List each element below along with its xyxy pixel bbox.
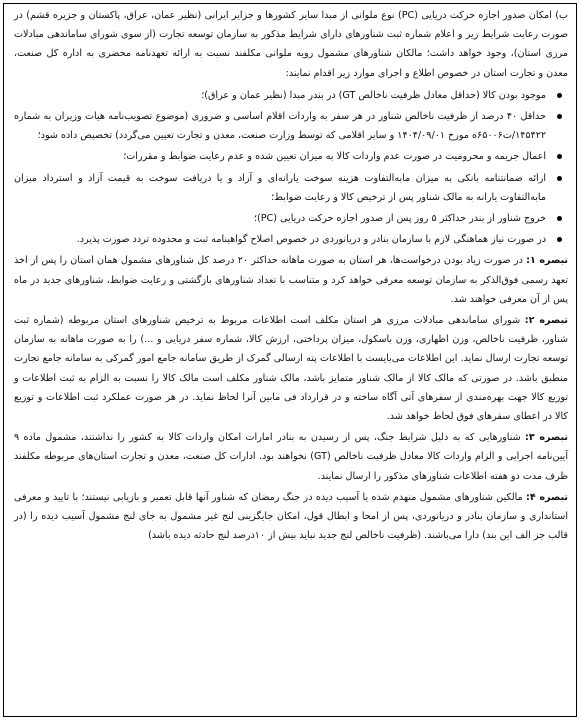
intro-paragraph: ب) امکان صدور اجازه حرکت دریایی (PC) نوع ملوانی از مبدا سایر کشورها و جزایر ایرانی (نظیر عمان، عراق، پاکستان و جزیره قشم) در صورت رعایت شرایط زیر و اعلام شماره ثبت شناورهای دارای شرایط مذکور به سازمان توسعه تجارت (از سوی شورای ساماندهی مبادلات مرزی استان)، وجود خواهد داشت؛ مالکان شناورهای مشمول رویه ملوانی مکلفند نسبت به ارائه تعهدنامه محضری به اداره کل صنعت، معدن و تجارت استان در خصوص اطلاع و اجرای موارد زیر اقدام نمایند: bbox=[14, 10, 569, 79]
list-item: ارائه ضمانتنامه بانکی به میزان مابه‌التفاوت هزینه سوخت یارانه‌ای و آزاد و یا دریافت سوخت به قیمت آزاد و استرداد میزان مابه‌التفاوت یارانه به مالک شناور پس از ترخیص کالا و رعایت ضوابط؛ bbox=[14, 169, 546, 207]
note-text: شناورهایی که به دلیل شرایط جنگ، پس از رسیدن به بنادر امارات امکان واردات کالا به کشور را نداشتند، مشمول ماده ۹ آیین‌نامه اجرایی و الزام واردات کالا معادل ظرفیت ناخالص (GT) نخواهند بود. ادارات کل صنعت، معدن و تجارت استان‌های مربوطه مکلفند ظرف مدت دو هفته اطلاعات شناورهای مذکور را ارسال نمایند. bbox=[14, 432, 568, 482]
note-label: تبصره ۱: bbox=[526, 255, 568, 267]
conditions-list bbox=[14, 86, 568, 250]
note-label: تبصره ۴: bbox=[526, 491, 568, 503]
note-label: تبصره ۲: bbox=[524, 315, 568, 327]
note-label: تبصره ۳: bbox=[525, 432, 568, 444]
note-3 bbox=[14, 428, 568, 486]
note-text: شورای ساماندهی مبادلات مرزی هر استان مکلف است اطلاعات مربوط به ترخیص شناورهای استان مربوطه (شماره ثبت شناور، ظرفیت ناخالص، وزن اظهاری، وزن باسکول، میزان پرداختی، ارزش کالا، شماره سفر دریایی و ...) را به صورت ماهانه به سازمان توسعه تجارت ارسال نماید. این اطلاعات می‌بایست با اطلاعات پته ارسالی گمرک از طریق سامانه جامع امور گمرکی به سامانه جامع تجارت منطبق باشد. در صورتی که مالک کالا از مالک شناور متمایز باشد، مالک شناور مکلف است مالک کالا را نسبت به الزام به ثبت اطلاعات و توزیع کالا جهت بهره‌مندی از سفرهای آتی آگاه ساخته و در قرارداد فی مابین آنرا لحاظ نماید. در هر صورت عملکرد ثبت اطلاعات و توزیع کالا در اعطای سفرهای فوق لحاظ خواهد شد. bbox=[14, 315, 568, 423]
bullet-icon bbox=[557, 237, 562, 242]
note-4 bbox=[14, 488, 568, 546]
bullet-icon bbox=[557, 154, 562, 159]
list-item: خروج شناور از بندر حداکثر ۵ روز پس از صدور اجازه حرکت دریایی (PC)؛ bbox=[14, 209, 546, 228]
list-item: در صورت نیاز هماهنگی لازم با سازمان بنادر و دریانوردی در خصوص اصلاح گواهینامه ثبت و محدوده تردد صورت پذیرد. bbox=[14, 230, 546, 249]
bullet-icon bbox=[557, 93, 562, 98]
note-text: در صورت زیاد بودن درخواست‌ها، هر استان به صورت ماهانه حداکثر ۲۰ درصد کل شناورهای مشمول همان استان را پس از اخذ تعهد رسمی فوق‌الذکر به سازمان توسعه معرفی خواهد کرد و متناسب با تعداد شناورهای بازگشتی و رعایت ضوابط، شناورهای جدید در ماه پس از آن معرفی خواهند شد. bbox=[14, 255, 568, 305]
note-2 bbox=[14, 311, 568, 426]
list-item: حداقل ۴۰ درصد از ظرفیت ناخالص شناور در هر سفر به واردات اقلام اساسی و ضروری (موضوع تصویب‌نامه هیات وزیران به شماره ۱۴۵۴۲۲/ت۶۵۰۰۶ه مورخ ۱۴۰۴/۰۹/۰۱ و سایر اقلامی که توسط وزارت صنعت، معدن و تجارت تعیین می‌گردد) تخصیص داده شود؛ bbox=[14, 107, 546, 145]
bullet-icon bbox=[557, 176, 562, 181]
note-1 bbox=[14, 251, 568, 309]
list-item: موجود بودن کالا (حداقل معادل ظرفیت ناخالص GT) در بندر مبدا (نظیر عمان و عراق)؛ bbox=[14, 86, 546, 105]
note-text: مالکین شناورهای مشمول منهدم شده یا آسیب دیده در جنگ رمضان که شناور آنها قابل تعمیر و بازیابی نیستند؛ با تایید و معرفی استانداری و سازمان بنادر و دریانوردی، پس از امحا و ابطال قول، امکان جایگزینی لنج غیر مشمول به جای لنج مشمول آسیب دیده را (در قالب جز الف این بند) دارا می‌باشند. (ظرفیت ناخالص لنج جدید نباید بیش از ۱۰درصد لنج حادثه دیده باشد) bbox=[14, 491, 568, 542]
list-item: اعمال جریمه و محرومیت در صورت عدم واردات کالا به میزان تعیین شده و عدم رعایت ضوابط و مقررات؛ bbox=[14, 147, 546, 166]
document-page bbox=[3, 3, 577, 717]
bullet-icon bbox=[557, 216, 562, 221]
bullet-icon bbox=[557, 114, 562, 119]
